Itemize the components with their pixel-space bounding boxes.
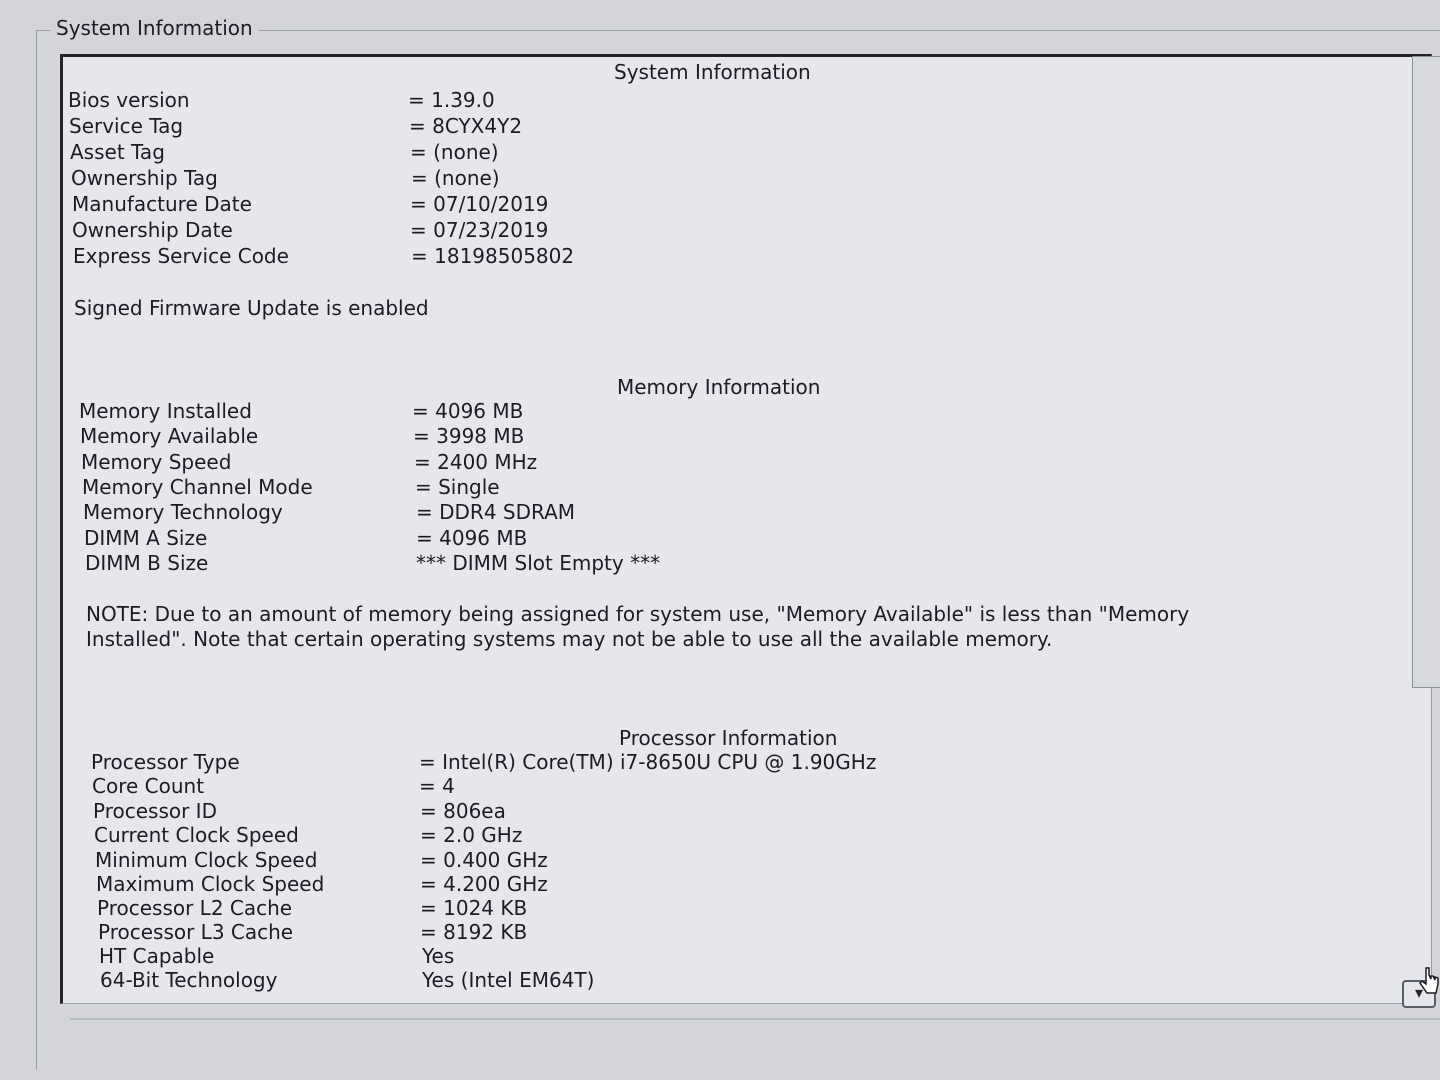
row-label: Current Clock Speed bbox=[94, 823, 299, 847]
row-value: = 8192 KB bbox=[420, 920, 528, 944]
row-value: = 2400 MHz bbox=[414, 450, 538, 474]
row-value: = 8CYX4Y2 bbox=[409, 114, 523, 138]
row-label: Processor ID bbox=[93, 799, 217, 823]
row-label: DIMM B Size bbox=[85, 551, 209, 575]
groupbox-title: System Information bbox=[50, 16, 259, 40]
row-label: DIMM A Size bbox=[84, 526, 208, 550]
signed-firmware-status: Signed Firmware Update is enabled bbox=[74, 296, 429, 320]
row-label: Manufacture Date bbox=[72, 192, 252, 216]
row-label: 64-Bit Technology bbox=[100, 968, 278, 992]
row-label: Service Tag bbox=[69, 114, 184, 138]
scroll-down-arrow-icon[interactable]: ▾ bbox=[1402, 980, 1436, 1008]
divider bbox=[70, 1018, 1440, 1020]
row-value: = 2.0 GHz bbox=[420, 823, 523, 847]
row-label: Minimum Clock Speed bbox=[95, 848, 318, 872]
row-label: HT Capable bbox=[99, 944, 215, 968]
row-value: = 0.400 GHz bbox=[420, 848, 548, 872]
row-label: Bios version bbox=[68, 88, 190, 112]
row-label: Processor L2 Cache bbox=[97, 896, 293, 920]
row-value: = 07/10/2019 bbox=[410, 192, 549, 216]
row-value: Yes (Intel EM64T) bbox=[422, 968, 595, 992]
row-value: = 4 bbox=[419, 774, 455, 798]
memory-section-title: Memory Information bbox=[617, 375, 821, 399]
row-label: Ownership Tag bbox=[71, 166, 218, 190]
row-value: = Intel(R) Core(TM) i7-8650U CPU @ 1.90GHz bbox=[419, 750, 877, 774]
row-label: Core Count bbox=[92, 774, 205, 798]
row-value: = 806ea bbox=[420, 799, 506, 823]
row-label: Memory Technology bbox=[83, 500, 283, 524]
memory-note: NOTE: Due to an amount of memory being assigned for system use, "Memory Available" is less than "Memory Installed". Note that certain operating systems may not be able to use all the available memory. bbox=[86, 602, 1190, 651]
row-label: Ownership Date bbox=[72, 218, 233, 242]
row-value: = 1.39.0 bbox=[408, 88, 495, 112]
row-value: = Single bbox=[415, 475, 500, 499]
mouse-pointer-icon bbox=[1418, 966, 1440, 996]
row-value: = 4096 MB bbox=[412, 399, 524, 423]
row-label: Express Service Code bbox=[73, 244, 289, 268]
row-value: = 07/23/2019 bbox=[410, 218, 549, 242]
system-section-title: System Information bbox=[614, 60, 811, 84]
row-label: Memory Speed bbox=[81, 450, 232, 474]
row-label: Memory Channel Mode bbox=[82, 475, 313, 499]
row-label: Processor Type bbox=[91, 750, 240, 774]
row-value: = 4.200 GHz bbox=[420, 872, 548, 896]
row-label: Asset Tag bbox=[70, 140, 165, 164]
row-value: = 1024 KB bbox=[420, 896, 528, 920]
row-value: = (none) bbox=[411, 166, 500, 190]
row-label: Processor L3 Cache bbox=[98, 920, 294, 944]
row-value: = 18198505802 bbox=[411, 244, 575, 268]
row-value: = 4096 MB bbox=[416, 526, 528, 550]
row-label: Memory Installed bbox=[79, 399, 252, 423]
row-label: Memory Available bbox=[80, 424, 259, 448]
row-value: *** DIMM Slot Empty *** bbox=[416, 551, 661, 575]
vertical-scrollbar[interactable] bbox=[1412, 56, 1440, 688]
row-value: = (none) bbox=[410, 140, 499, 164]
processor-section-title: Processor Information bbox=[619, 726, 838, 750]
row-value: = DDR4 SDRAM bbox=[416, 500, 576, 524]
row-label: Maximum Clock Speed bbox=[96, 872, 325, 896]
row-value: Yes bbox=[422, 944, 455, 968]
row-value: = 3998 MB bbox=[413, 424, 525, 448]
